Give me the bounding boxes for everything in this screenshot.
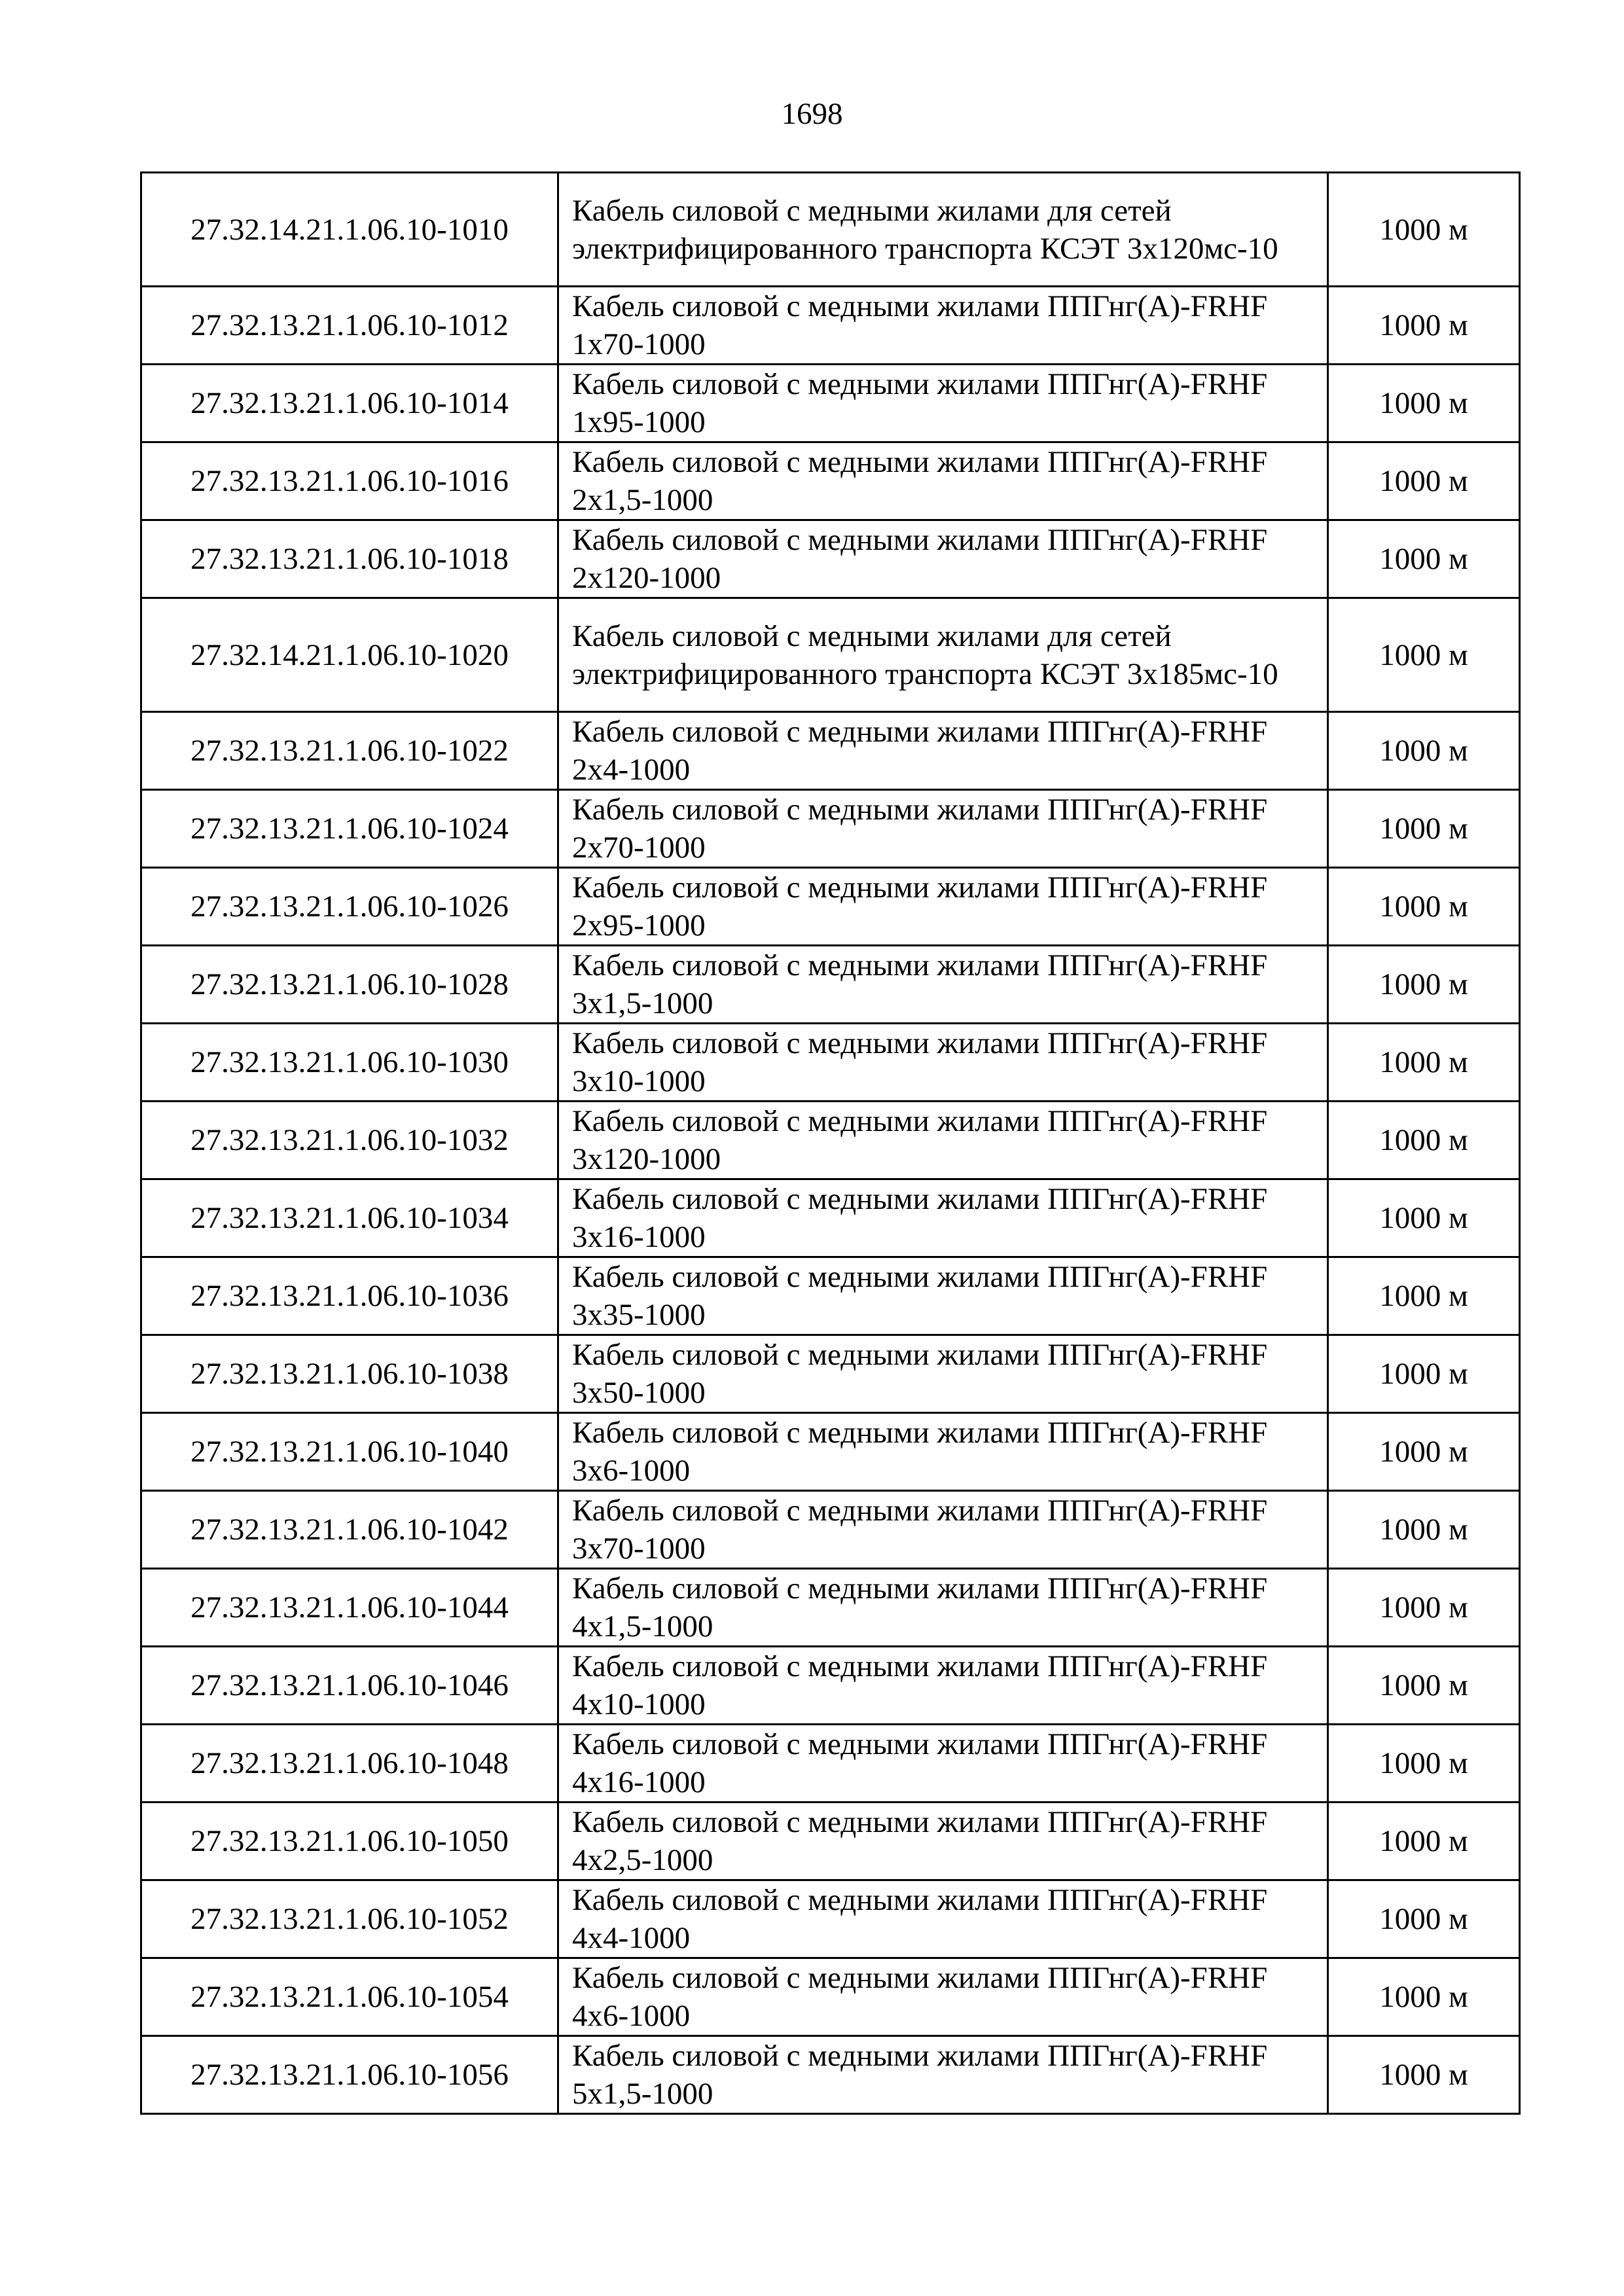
table-row <box>141 1179 1520 1257</box>
table-row <box>141 1102 1520 1179</box>
unit-cell: 1000 м <box>1328 1958 1520 2036</box>
table-row <box>141 1725 1520 1803</box>
table-row <box>141 790 1520 868</box>
unit-cell: 1000 м <box>1328 1257 1520 1335</box>
table-row <box>141 520 1520 598</box>
description-cell: Кабель силовой с медными жилами для сетей электрифицированного транспорта КСЭТ 3х120мс-10 <box>558 173 1328 287</box>
description-cell: Кабель силовой с медными жилами ППГнг(А)-FRHF 2х95-1000 <box>558 868 1328 946</box>
table-row <box>141 598 1520 712</box>
table-row <box>141 868 1520 946</box>
code-cell: 27.32.13.21.1.06.10-1022 <box>141 712 558 790</box>
description-cell: Кабель силовой с медными жилами ППГнг(А)-FRHF 3х6-1000 <box>558 1413 1328 1491</box>
code-cell: 27.32.13.21.1.06.10-1032 <box>141 1102 558 1179</box>
description-cell: Кабель силовой с медными жилами ППГнг(А)-FRHF 5х1,5-1000 <box>558 2036 1328 2114</box>
description-cell: Кабель силовой с медными жилами ППГнг(А)-FRHF 2х1,5-1000 <box>558 442 1328 520</box>
unit-cell: 1000 м <box>1328 1647 1520 1725</box>
description-cell: Кабель силовой с медными жилами ППГнг(А)-FRHF 2х4-1000 <box>558 712 1328 790</box>
unit-cell: 1000 м <box>1328 712 1520 790</box>
code-cell: 27.32.13.21.1.06.10-1036 <box>141 1257 558 1335</box>
code-cell: 27.32.13.21.1.06.10-1030 <box>141 1024 558 1102</box>
table-row <box>141 1569 1520 1647</box>
table-row <box>141 1647 1520 1725</box>
table-row <box>141 1958 1520 2036</box>
table-row <box>141 1024 1520 1102</box>
description-cell: Кабель силовой с медными жилами ППГнг(А)-FRHF 4х2,5-1000 <box>558 1803 1328 1880</box>
code-cell: 27.32.13.21.1.06.10-1034 <box>141 1179 558 1257</box>
unit-cell: 1000 м <box>1328 287 1520 365</box>
description-cell: Кабель силовой с медными жилами ППГнг(А)-FRHF 4х6-1000 <box>558 1958 1328 2036</box>
code-cell: 27.32.13.21.1.06.10-1040 <box>141 1413 558 1491</box>
table-row <box>141 2036 1520 2114</box>
table-row <box>141 712 1520 790</box>
table-row <box>141 1335 1520 1413</box>
code-cell: 27.32.13.21.1.06.10-1056 <box>141 2036 558 2114</box>
table-row <box>141 1880 1520 1958</box>
resource-table <box>140 171 1521 2115</box>
code-cell: 27.32.13.21.1.06.10-1014 <box>141 365 558 442</box>
table-row <box>141 287 1520 365</box>
unit-cell: 1000 м <box>1328 365 1520 442</box>
code-cell: 27.32.13.21.1.06.10-1042 <box>141 1491 558 1569</box>
code-cell: 27.32.13.21.1.06.10-1012 <box>141 287 558 365</box>
description-cell: Кабель силовой с медными жилами для сетей электрифицированного транспорта КСЭТ 3х185мс-10 <box>558 598 1328 712</box>
description-cell: Кабель силовой с медными жилами ППГнг(А)-FRHF 4х10-1000 <box>558 1647 1328 1725</box>
code-cell: 27.32.14.21.1.06.10-1010 <box>141 173 558 287</box>
table-row <box>141 173 1520 287</box>
code-cell: 27.32.14.21.1.06.10-1020 <box>141 598 558 712</box>
unit-cell: 1000 м <box>1328 1413 1520 1491</box>
code-cell: 27.32.13.21.1.06.10-1054 <box>141 1958 558 2036</box>
description-cell: Кабель силовой с медными жилами ППГнг(А)-FRHF 1х70-1000 <box>558 287 1328 365</box>
description-cell: Кабель силовой с медными жилами ППГнг(А)-FRHF 2х70-1000 <box>558 790 1328 868</box>
description-cell: Кабель силовой с медными жилами ППГнг(А)-FRHF 3х35-1000 <box>558 1257 1328 1335</box>
unit-cell: 1000 м <box>1328 1803 1520 1880</box>
unit-cell: 1000 м <box>1328 1024 1520 1102</box>
table-row <box>141 1491 1520 1569</box>
code-cell: 27.32.13.21.1.06.10-1026 <box>141 868 558 946</box>
table-row <box>141 365 1520 442</box>
unit-cell: 1000 м <box>1328 2036 1520 2114</box>
code-cell: 27.32.13.21.1.06.10-1050 <box>141 1803 558 1880</box>
table-row <box>141 1803 1520 1880</box>
description-cell: Кабель силовой с медными жилами ППГнг(А)-FRHF 3х50-1000 <box>558 1335 1328 1413</box>
unit-cell: 1000 м <box>1328 598 1520 712</box>
unit-cell: 1000 м <box>1328 1491 1520 1569</box>
description-cell: Кабель силовой с медными жилами ППГнг(А)-FRHF 4х16-1000 <box>558 1725 1328 1803</box>
description-cell: Кабель силовой с медными жилами ППГнг(А)-FRHF 3х70-1000 <box>558 1491 1328 1569</box>
table-row <box>141 1413 1520 1491</box>
code-cell: 27.32.13.21.1.06.10-1046 <box>141 1647 558 1725</box>
unit-cell: 1000 м <box>1328 1569 1520 1647</box>
description-cell: Кабель силовой с медными жилами ППГнг(А)-FRHF 3х1,5-1000 <box>558 946 1328 1024</box>
description-cell: Кабель силовой с медными жилами ППГнг(А)-FRHF 3х120-1000 <box>558 1102 1328 1179</box>
description-cell: Кабель силовой с медными жилами ППГнг(А)-FRHF 3х16-1000 <box>558 1179 1328 1257</box>
code-cell: 27.32.13.21.1.06.10-1028 <box>141 946 558 1024</box>
unit-cell: 1000 м <box>1328 1725 1520 1803</box>
code-cell: 27.32.13.21.1.06.10-1048 <box>141 1725 558 1803</box>
code-cell: 27.32.13.21.1.06.10-1024 <box>141 790 558 868</box>
description-cell: Кабель силовой с медными жилами ППГнг(А)-FRHF 4х4-1000 <box>558 1880 1328 1958</box>
description-cell: Кабель силовой с медными жилами ППГнг(А)-FRHF 2х120-1000 <box>558 520 1328 598</box>
unit-cell: 1000 м <box>1328 946 1520 1024</box>
table-row <box>141 946 1520 1024</box>
unit-cell: 1000 м <box>1328 1102 1520 1179</box>
unit-cell: 1000 м <box>1328 1335 1520 1413</box>
description-cell: Кабель силовой с медными жилами ППГнг(А)-FRHF 3х10-1000 <box>558 1024 1328 1102</box>
code-cell: 27.32.13.21.1.06.10-1044 <box>141 1569 558 1647</box>
code-cell: 27.32.13.21.1.06.10-1038 <box>141 1335 558 1413</box>
unit-cell: 1000 м <box>1328 520 1520 598</box>
unit-cell: 1000 м <box>1328 868 1520 946</box>
description-cell: Кабель силовой с медными жилами ППГнг(А)-FRHF 4х1,5-1000 <box>558 1569 1328 1647</box>
unit-cell: 1000 м <box>1328 173 1520 287</box>
table-row <box>141 1257 1520 1335</box>
unit-cell: 1000 м <box>1328 790 1520 868</box>
code-cell: 27.32.13.21.1.06.10-1052 <box>141 1880 558 1958</box>
table-row <box>141 442 1520 520</box>
unit-cell: 1000 м <box>1328 442 1520 520</box>
unit-cell: 1000 м <box>1328 1880 1520 1958</box>
code-cell: 27.32.13.21.1.06.10-1018 <box>141 520 558 598</box>
page-number: 1698 <box>781 97 843 131</box>
description-cell: Кабель силовой с медными жилами ППГнг(А)-FRHF 1х95-1000 <box>558 365 1328 442</box>
unit-cell: 1000 м <box>1328 1179 1520 1257</box>
code-cell: 27.32.13.21.1.06.10-1016 <box>141 442 558 520</box>
